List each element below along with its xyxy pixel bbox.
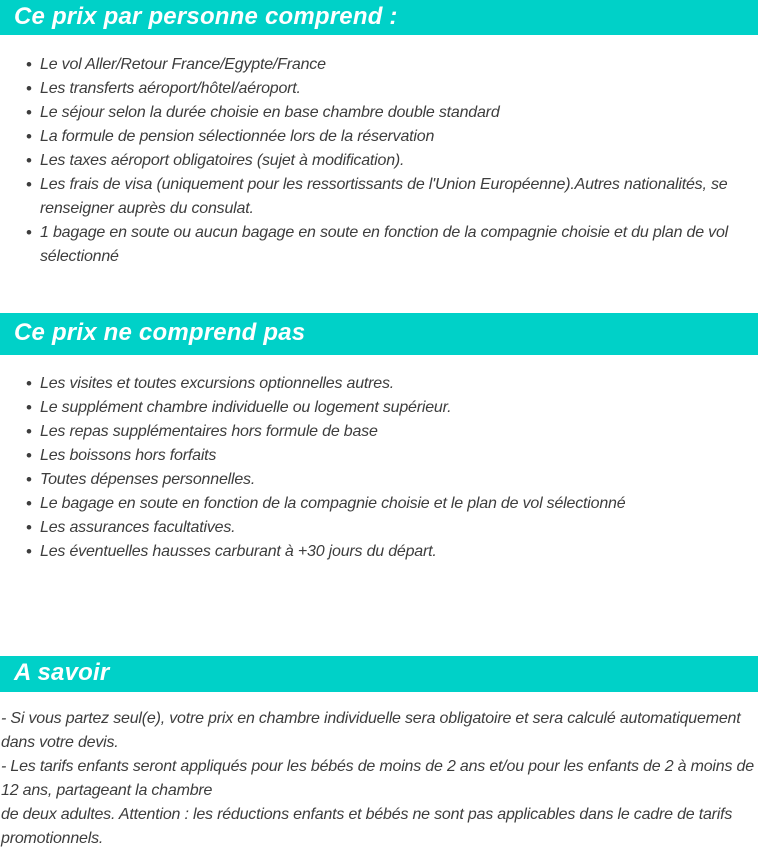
section-good-to-know-header	[0, 656, 758, 692]
list-item: • Les visites et toutes excursions optionnelles autres.	[0, 372, 730, 396]
list-item: • Les boissons hors forfaits	[0, 444, 730, 468]
list-item: • Le supplément chambre individuelle ou logement supérieur.	[0, 396, 730, 420]
list-item: • Le vol Aller/Retour France/Egypte/France	[0, 53, 730, 77]
list-item: • Les taxes aéroport obligatoires (sujet à modification).	[0, 149, 730, 173]
section-price-includes	[0, 0, 758, 269]
section-price-not-includes-title: Ce prix ne comprend pas	[14, 319, 306, 346]
list-item: • Les repas supplémentaires hors formule de base	[0, 420, 730, 444]
list-item: • Le séjour selon la durée choisie en base chambre double standard	[0, 101, 730, 125]
list-item: • Les assurances facultatives.	[0, 516, 730, 540]
price-includes-list	[0, 53, 758, 269]
know-paragraph-line: - Les tarifs enfants seront appliqués pour les bébés de moins de 2 ans et/ou pour les enfants de 2 à moins de 12 ans, partageant la chambre	[1, 758, 754, 799]
list-item: • Les transferts aéroport/hôtel/aéroport.	[0, 77, 730, 101]
know-paragraph-line: - Si vous partez seul(e), votre prix en chambre individuelle sera obligatoire et sera calculé automatiquement dans votre devis.	[1, 710, 741, 751]
section-price-includes-title: Ce prix par personne comprend :	[14, 2, 398, 30]
section-price-includes-header	[0, 0, 758, 35]
list-item: • Le bagage en soute en fonction de la compagnie choisie et le plan de vol sélectionné	[0, 492, 730, 516]
list-item: • Les éventuelles hausses carburant à +30 jours du départ.	[0, 540, 730, 564]
section-price-not-includes-header	[0, 313, 758, 355]
section-price-not-includes	[0, 313, 758, 564]
list-item: • Toutes dépenses personnelles.	[0, 468, 730, 492]
section-good-to-know-title: A savoir	[14, 659, 110, 686]
list-item: • La formule de pension sélectionnée lors de la réservation	[0, 125, 730, 149]
list-item: • 1 bagage en soute ou aucun bagage en soute en fonction de la compagnie choisie et du plan de vol sélectionné	[0, 221, 730, 269]
know-paragraph-line: de deux adultes. Attention : les réductions enfants et bébés ne sont pas applicables dans le cadre de tarifs promotionnels.	[1, 806, 733, 847]
good-to-know-text	[0, 707, 758, 867]
price-not-includes-list	[0, 372, 758, 564]
list-item: • Les frais de visa (uniquement pour les ressortissants de l'Union Européenne).Autres nationalités, se renseigner auprès du consulat.	[0, 173, 730, 221]
section-good-to-know	[0, 656, 758, 867]
